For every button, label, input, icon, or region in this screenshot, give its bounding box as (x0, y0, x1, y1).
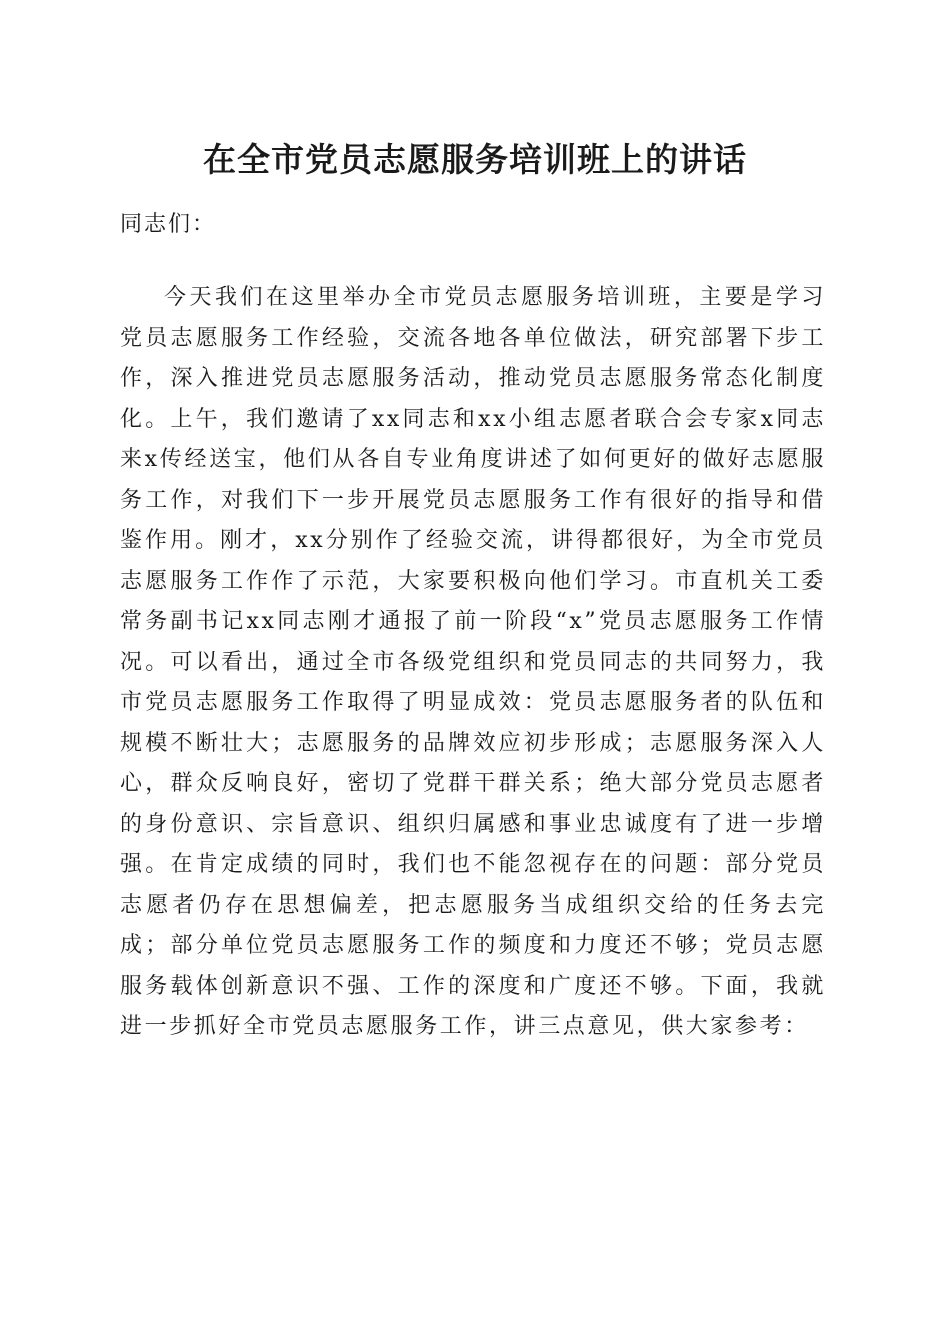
body-paragraph: 今天我们在这里举办全市党员志愿服务培训班，主要是学习党员志愿服务工作经验，交流各地各单位做法，研究部署下步工作，深入推进党员志愿服务活动，推动党员志愿服务常态化制度化。上午，我们邀请了xx同志和xx小组志愿者联合会专家x同志来x传经送宝，他们从各自专业角度讲述了如何更好的做好志愿服务工作，对我们下一步开展党员志愿服务工作有很好的指导和借鉴作用。刚才，xx分别作了经验交流，讲得都很好，为全市党员志愿服务工作作了示范，大家要积极向他们学习。市直机关工委常务副书记xx同志刚才通报了前一阶段“x”党员志愿服务工作情况。可以看出，通过全市各级党组织和党员同志的共同努力，我市党员志愿服务工作取得了明显成效：党员志愿服务者的队伍和规模不断壮大；志愿服务的品牌效应初步形成；志愿服务深入人心，群众反响良好，密切了党群干群关系；绝大部分党员志愿者的身份意识、宗旨意识、组织归属感和事业忠诚度有了进一步增强。在肯定成绩的同时，我们也不能忽视存在的问题：部分党员志愿者仍存在思想偏差，把志愿服务当成组织交给的任务去完成；部分单位党员志愿服务工作的频度和力度还不够；党员志愿服务载体创新意识不强、工作的深度和广度还不够。下面，我就进一步抓好全市党员志愿服务工作，讲三点意见，供大家参考： (120, 285, 826, 1039)
document-title: 在全市党员志愿服务培训班上的讲话 (203, 140, 747, 179)
salutation: 同志们： (120, 212, 217, 237)
